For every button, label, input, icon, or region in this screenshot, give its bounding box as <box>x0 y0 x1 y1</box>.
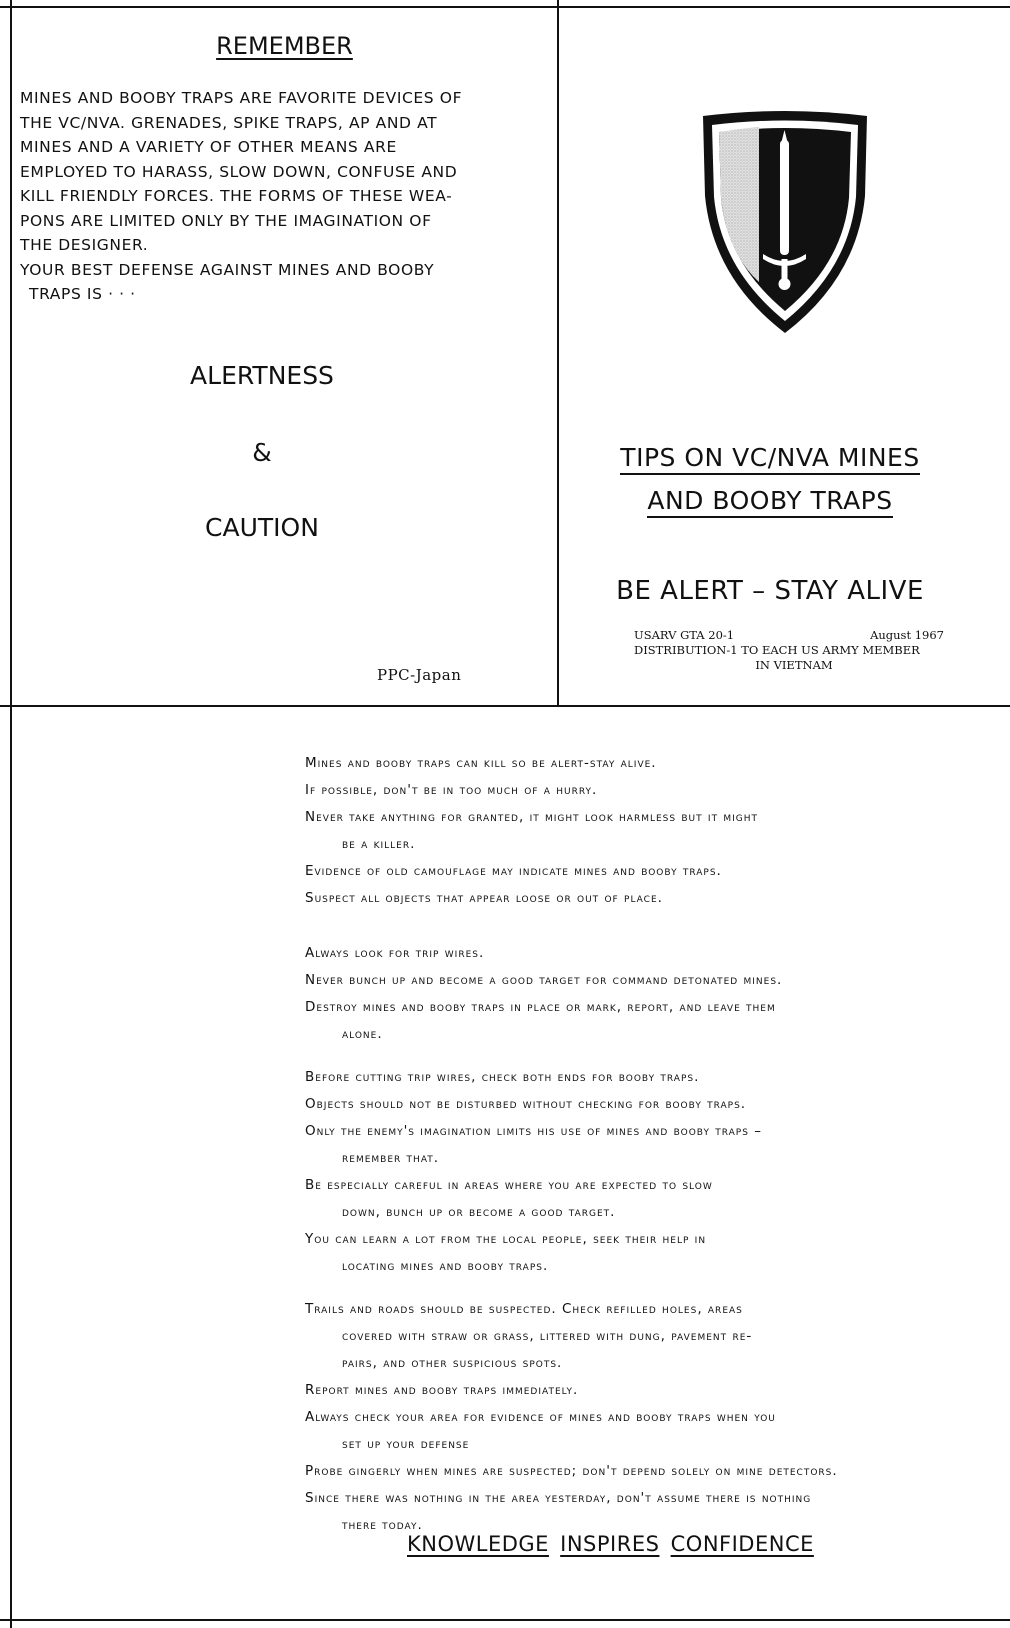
remember-line: MINES AND BOOBY TRAPS ARE FAVORITE DEVICES OF <box>20 89 463 107</box>
tip-item: Never take anything for granted, it might look harmless but it might be a killer. <box>305 809 759 852</box>
alertness-word: ALERTNESS <box>190 361 334 390</box>
tip-item: Probe gingerly when mines are suspected; don't depend solely on mine detectors. <box>305 1463 838 1479</box>
remember-line: MINES AND A VARIETY OF OTHER MEANS ARE <box>20 138 397 156</box>
remember-line: THE VC/NVA. GRENADES, SPIKE TRAPS, AP AND AT <box>20 113 438 132</box>
tip-item: Objects should not be disturbed without checking for booby traps. <box>305 1096 747 1112</box>
cover-title <box>560 438 980 524</box>
tip-item: Always look for trip wires. <box>305 945 485 961</box>
remember-heading: REMEMBER <box>216 32 353 60</box>
tip-item: Never bunch up and become a good target for command detonated mines. <box>305 972 783 988</box>
tip-item: Since there was nothing in the area yesterday, don't assume there is nothing there today. <box>305 1490 812 1533</box>
tip-item: Be especially careful in areas where you are expected to slow down, bunch up or become a good target. <box>305 1177 713 1220</box>
tip-item: Only the enemy's imagination limits his use of mines and booby traps – remember that. <box>305 1123 762 1166</box>
closing-slogan <box>407 1532 814 1556</box>
closing-word: KNOWLEDGE <box>407 1532 549 1556</box>
tips-panel <box>12 707 1010 1617</box>
printer-credit: PPC-Japan <box>377 666 462 684</box>
tip-item: If possible, don't be in too much of a hurry. <box>305 782 598 798</box>
remember-line: TRAPS IS · · · <box>29 285 136 303</box>
distribution-line: IN VIETNAM <box>755 658 833 672</box>
gta-info <box>634 628 954 673</box>
remember-line: THE DESIGNER. <box>20 236 149 254</box>
ampersand-word: & <box>252 438 272 467</box>
tip-item: Report mines and booby traps immediately. <box>305 1382 579 1398</box>
tips-list <box>305 750 1005 1539</box>
distribution-line: DISTRIBUTION-1 TO EACH US ARMY MEMBER <box>634 643 920 657</box>
tip-item: You can learn a lot from the local people, seek their help in locating mines and booby traps. <box>305 1231 707 1274</box>
tip-item: Mines and booby traps can kill so be alert-stay alive. <box>305 755 657 771</box>
caution-word: CAUTION <box>205 513 319 542</box>
closing-word: INSPIRES <box>560 1532 660 1556</box>
tip-item: Trails and roads should be suspected. Check refilled holes, areas covered with straw or grass, littered with dung, pavement re- pairs, and other suspicious spots. <box>305 1301 753 1371</box>
tip-item: Before cutting trip wires, check both ends for booby traps. <box>305 1069 700 1085</box>
insignia-shield-icon <box>695 108 875 338</box>
gta-code: USARV GTA 20-1 <box>634 628 735 642</box>
remember-line: EMPLOYED TO HARASS, SLOW DOWN, CONFUSE AND <box>20 162 458 181</box>
cover-title-line-1: TIPS ON VC/NVA MINES <box>620 443 919 475</box>
closing-word: CONFIDENCE <box>670 1532 814 1556</box>
tip-item: Evidence of old camouflage may indicate mines and booby traps. <box>305 863 722 879</box>
remember-line: KILL FRIENDLY FORCES. THE FORMS OF THESE WEA- <box>20 187 453 205</box>
tip-item: Always check your area for evidence of mines and booby traps when you set up your defense <box>305 1409 776 1452</box>
remember-line: YOUR BEST DEFENSE AGAINST MINES AND BOOBY <box>20 260 435 279</box>
cover-title-line-2: AND BOOBY TRAPS <box>647 486 892 518</box>
tip-item: Suspect all objects that appear loose or out of place. <box>305 890 663 906</box>
remember-line: PONS ARE LIMITED ONLY BY THE IMAGINATION OF <box>20 211 432 230</box>
frame-center-divider <box>557 0 559 707</box>
slogan: BE ALERT – STAY ALIVE <box>616 576 924 606</box>
gta-date: August 1967 <box>870 628 944 642</box>
cover-panel <box>560 8 1010 703</box>
remember-body <box>20 86 500 307</box>
tip-item: Destroy mines and booby traps in place or mark, report, and leave them alone. <box>305 999 776 1042</box>
remember-panel <box>12 8 557 703</box>
frame-bottom-border <box>0 1619 1010 1621</box>
